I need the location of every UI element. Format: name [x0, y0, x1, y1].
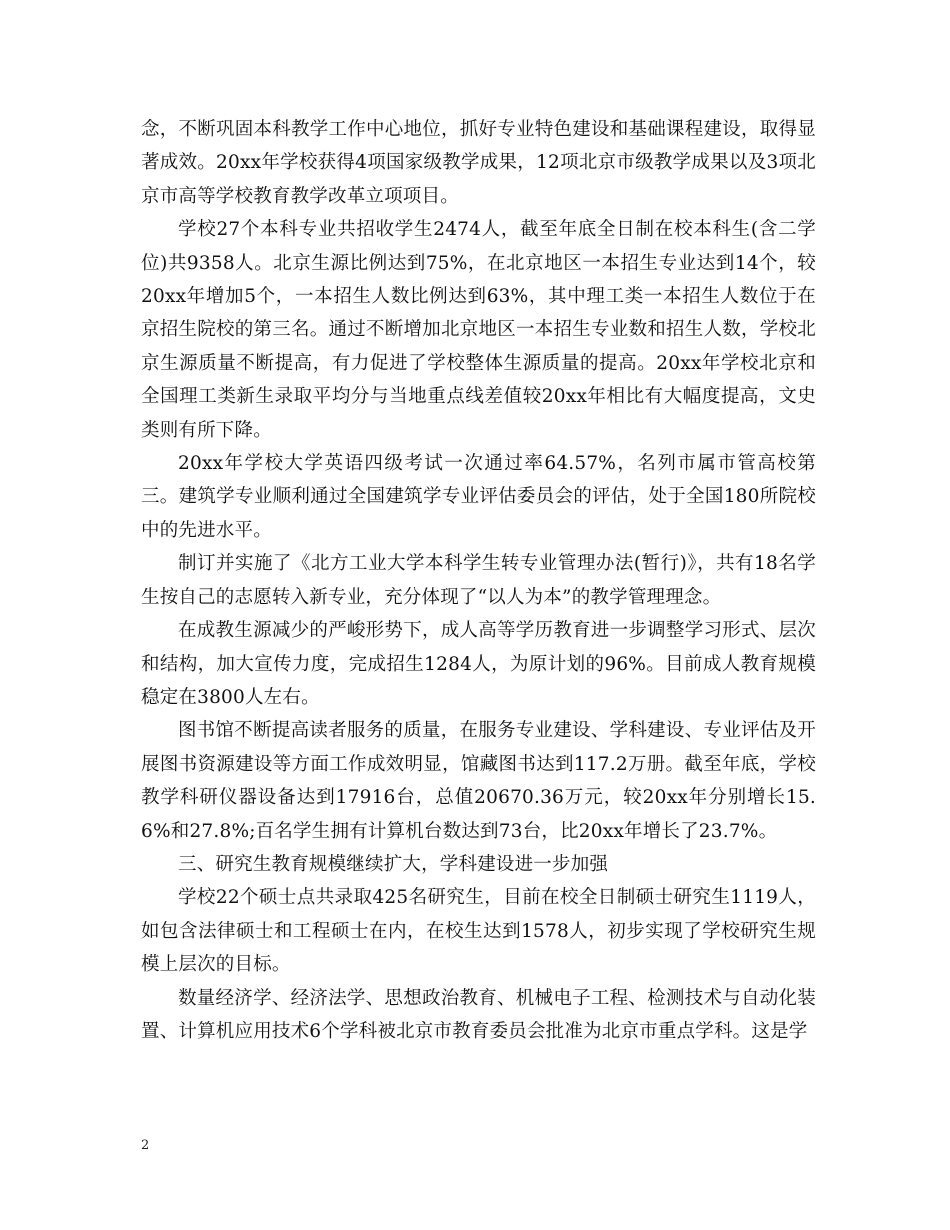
paragraph-adult-education: 在成教生源减少的严峻形势下，成人高等学历教育进一步调整学习形式、层次和结构，加大宣传力度，完成招生1284人，为原计划的96%。目前成人教育规模稳定在3800人左右。 — [141, 620, 816, 708]
paragraph-major-transfer: 制订并实施了《北方工业大学本科学生转专业管理办法(暂行)》，共有18名学生按自己的志愿转入新专业，充分体现了“以人为本”的教学管理理念。 — [141, 553, 816, 608]
paragraph-key-disciplines: 数量经济学、经济法学、思想政治教育、机械电子工程、检测技术与自动化装置、计算机应用技术6个学科被北京市教育委员会批准为北京市重点学科。这是学 — [141, 987, 816, 1042]
paragraph-library-equipment: 图书馆不断提高读者服务的质量，在服务专业建设、学科建设、专业评估及开展图书资源建设等方面工作成效明显，馆藏图书达到117.2万册。截至年底，学校教学科研仪器设备达到17916台，总值20670.36万元，较20xx年分别增长15.6%和27.8%;百名学生拥有计算机台数达到73台，比20xx年增长了23.7%。 — [141, 720, 816, 842]
section-heading-graduate-education: 三、研究生教育规模继续扩大，学科建设进一步加强 — [178, 853, 609, 875]
paragraph-continued: 念，不断巩固本科教学工作中心地位，抓好专业特色建设和基础课程建设，取得显著成效。20xx年学校获得4项国家级教学成果，12项北京市级教学成果以及3项北京市高等学校教育教学改革立项项目。 — [141, 119, 816, 207]
paragraph-undergraduate-enrollment: 学校27个本科专业共招收学生2474人，截至年底全日制在校本科生(含二学位)共9358人。北京生源比例达到75%，在北京地区一本招生专业达到14个，较20xx年增加5个，一本招生人数比例达到63%，其中理工类一本招生人数位于在京招生院校的第三名。通过不断增加北京地区一本招生专业数和招生人数，学校北京生源质量不断提高，有力促进了学校整体生源质量的提高。20xx年学校北京和全国理工类新生录取平均分与当地重点线差值较20xx年相比有大幅度提高，文史类则有所下降。 — [141, 219, 816, 441]
document-body — [141, 113, 816, 1048]
paragraph-graduate-enrollment: 学校22个硕士点共录取425名研究生，目前在校全日制硕士研究生1119人，如包含法律硕士和工程硕士在内，在校生达到1578人，初步实现了学校研究生规模上层次的目标。 — [141, 887, 816, 976]
page-number: 2 — [141, 1138, 150, 1153]
paragraph-english-exam: 20xx年学校大学英语四级考试一次通过率64.57%，名列市属市管高校第三。建筑学专业顺利通过全国建筑学专业评估委员会的评估，处于全国180所院校中的先进水平。 — [141, 453, 816, 541]
